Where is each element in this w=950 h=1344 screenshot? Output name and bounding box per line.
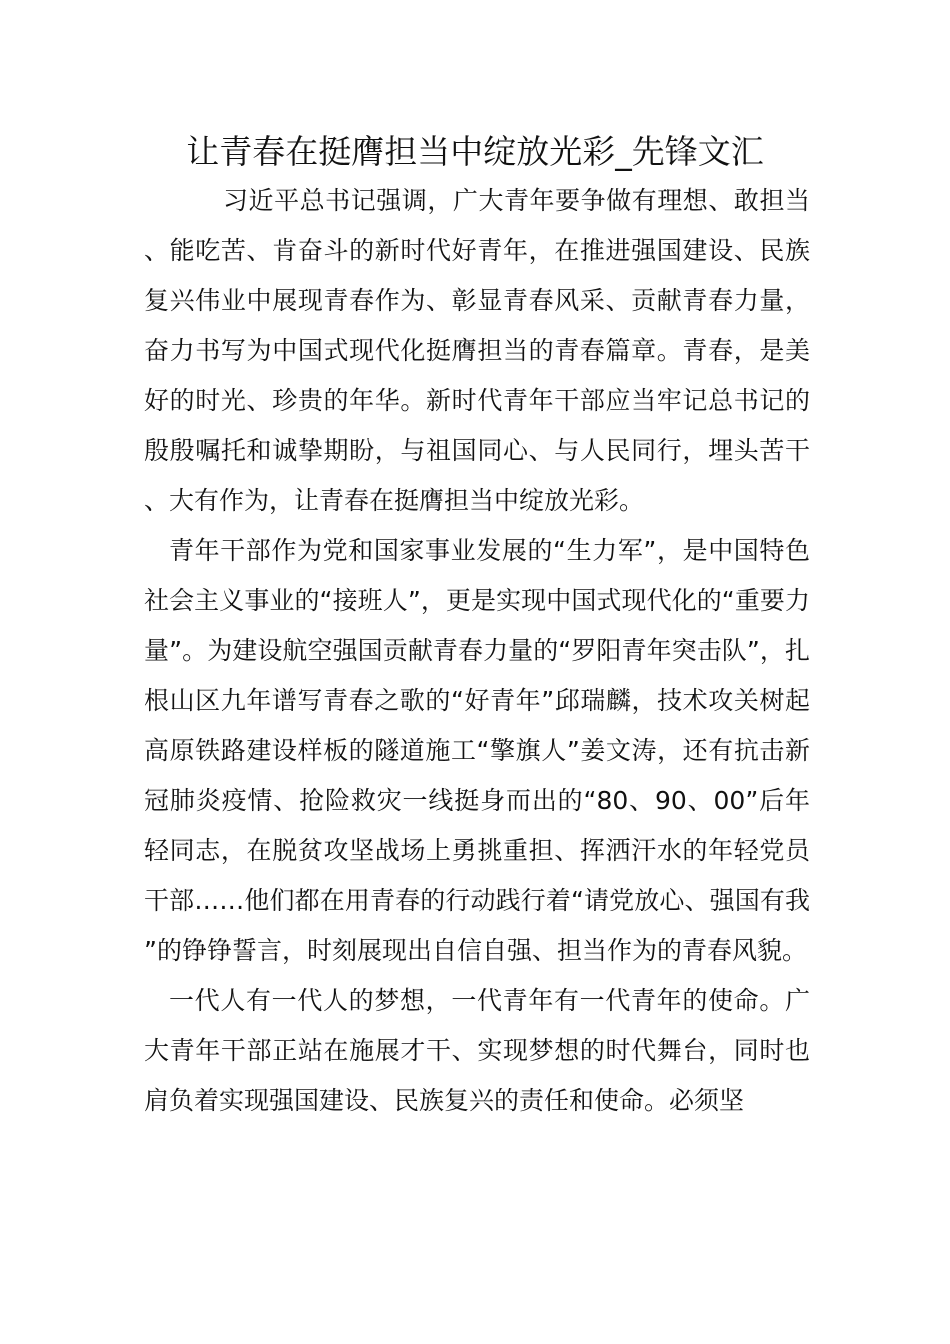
paragraph-2: 青年干部作为党和国家事业发展的“生力军”，是中国特色社会主义事业的“接班人”，更是实现中国式现代化的“重要力量”。为建设航空强国贡献青春力量的“罗阳青年突击队”，扎根山区九年谱写青春之歌的“好青年”邱瑞麟，技术攻关树起高原铁路建设样板的隧道施工“擎旗人”姜文涛，还有抗击新冠肺炎疫情、抢险救灾一线挺身而出的“80、90、00”后年轻同志，在脱贫攻坚战场上勇挑重担、挥洒汗水的年轻党员干部……他们都在用青春的行动践行着“请党放心、强国有我”的铮铮誓言，时刻展现出自信自强、担当作为的青春风貌。 (144, 536, 810, 965)
paragraph-1: 习近平总书记强调，广大青年要争做有理想、敢担当、能吃苦、肯奋斗的新时代好青年，在推进强国建设、民族复兴伟业中展现青春作为、彰显青春风采、贡献青春力量，奋力书写为中国式现代化挺膺担当的青春篇章。青春，是美好的时光、珍贵的年华。新时代青年干部应当牢记总书记的殷殷嘱托和诚挚期盼，与祖国同心、与人民同行，埋头苦干、大有作为，让青春在挺膺担当中绽放光彩。 (144, 186, 810, 515)
paragraph-3: 一代人有一代人的梦想，一代青年有一代青年的使命。广大青年干部正站在施展才干、实现梦想的时代舞台，同时也肩负着实现强国建设、民族复兴的责任和使命。必须坚 (144, 986, 810, 1115)
document-title: 让青春在挺膺担当中绽放光彩_先锋文汇 (186, 132, 764, 171)
document-body (144, 176, 810, 1126)
